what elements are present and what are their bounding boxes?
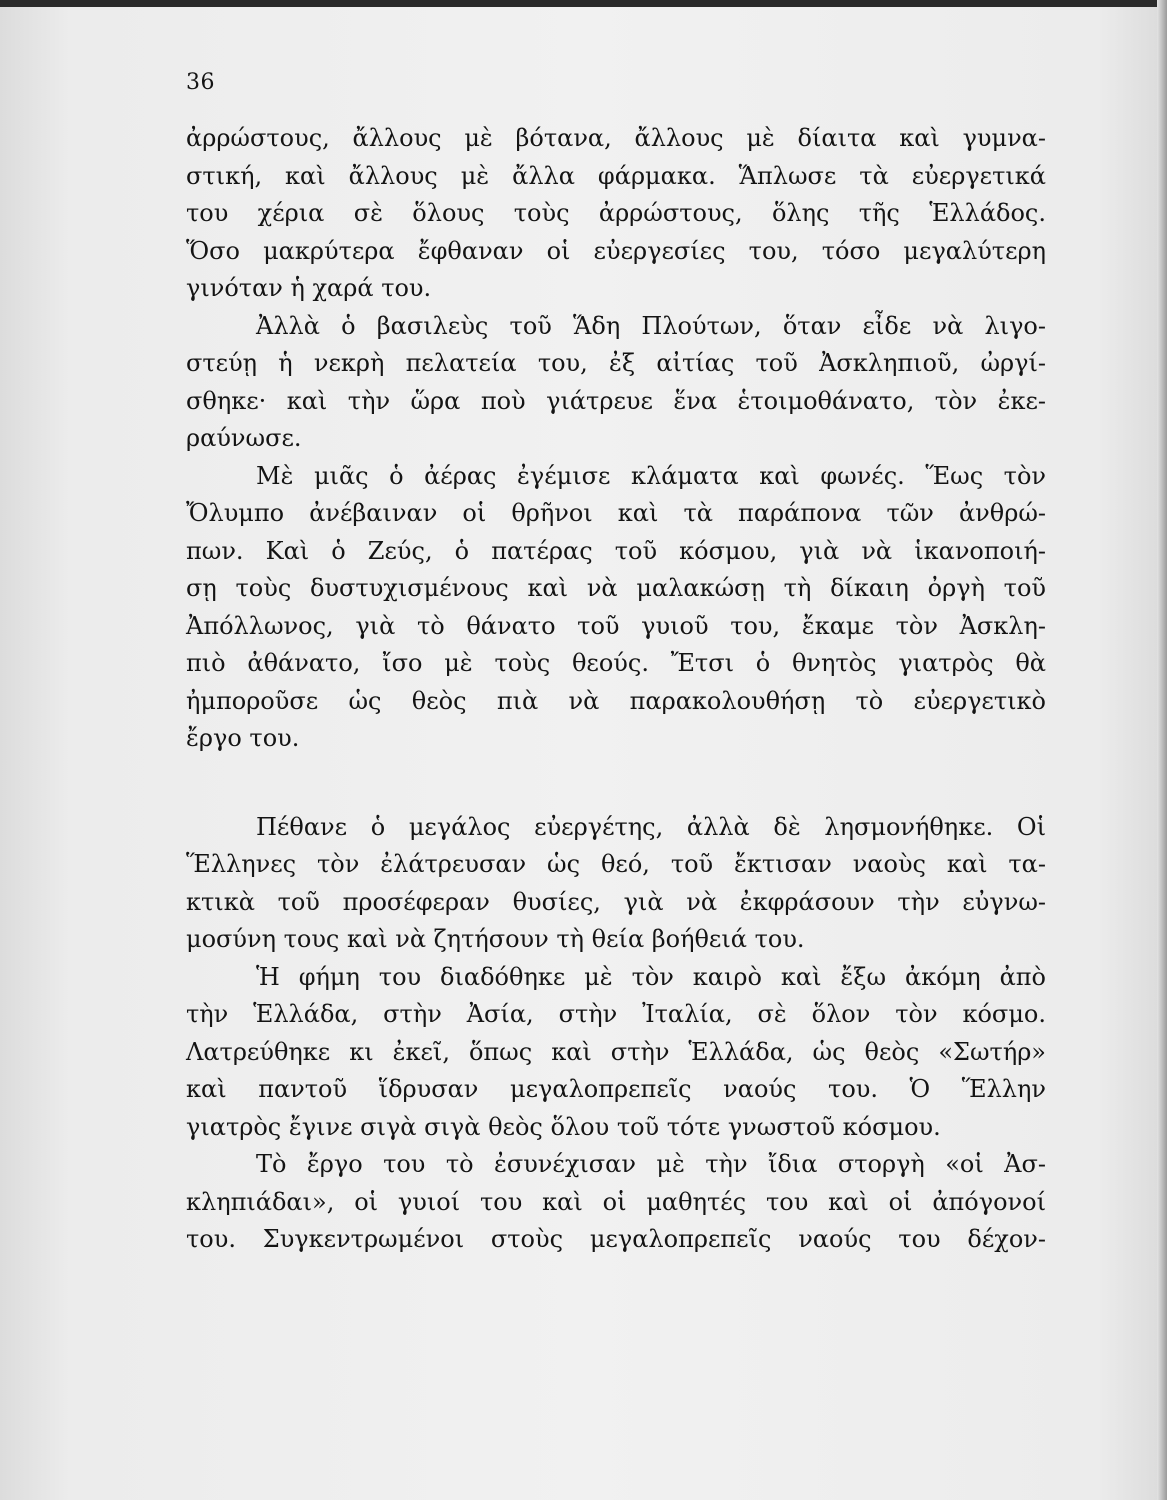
text-line: σῃ τοὺς δυστυχισμένους καὶ νὰ μαλακώσῃ τὴ δίκαιη ὀργὴ τοῦ — [186, 574, 1046, 602]
text-line: πων. Καὶ ὁ Ζεύς, ὁ πατέρας τοῦ κόσμου, γιὰ νὰ ἱκανοποιή- — [186, 536, 1046, 565]
text-line: μοσύνη τους καὶ νὰ ζητήσουν τὴ θεία βοήθειά του. — [186, 925, 805, 953]
text-line: στεύῃ ἡ νεκρὴ πελατεία του, ἐξ αἰτίας τοῦ Ἀσκληπιοῦ, ὠργί- — [186, 349, 1046, 377]
text-line: στική, καὶ ἄλλους μὲ ἄλλα φάρμακα. Ἅπλωσε τὰ εὐεργετικά — [186, 161, 1046, 190]
section-gap — [186, 758, 1046, 809]
text-line: Ἀπόλλωνος, γιὰ τὸ θάνατο τοῦ γυιοῦ του, ἔκαμε τὸν Ἀσκλη- — [186, 611, 1046, 640]
text-line: Πέθανε ὁ μεγάλος εὐεργέτης, ἀλλὰ δὲ λησμονήθηκε. Οἱ — [256, 812, 1046, 841]
text-line: Ὄλυμπο ἀνέβαιναν οἱ θρῆνοι καὶ τὰ παράπονα τῶν ἀνθρώ- — [186, 499, 1046, 527]
text-line: Ἡ φήμη του διαδόθηκε μὲ τὸν καιρὸ καὶ ἔξω ἀκόμη ἀπὸ — [256, 962, 1046, 991]
text-line: Ὅσο μακρύτερα ἔφθαναν οἱ εὐεργεσίες του, τόσο μεγαλύτερη — [186, 236, 1046, 265]
text-line: Τὸ ἔργο του τὸ ἐσυνέχισαν μὲ τὴν ἴδια στοργὴ «οἱ Ἀσ- — [256, 1150, 1046, 1178]
text-line: κτικὰ τοῦ προσέφεραν θυσίες, γιὰ νὰ ἐκφράσουν τὴν εὐγνω- — [186, 887, 1046, 916]
text-line: κληπιάδαι», οἱ γυιοί του καὶ οἱ μαθητές του καὶ οἱ ἀπόγονοί — [186, 1187, 1046, 1216]
text-line: Μὲ μιᾶς ὁ ἀέρας ἐγέμισε κλάματα καὶ φωνές. Ἕως τὸν — [256, 461, 1046, 490]
text-line: Λατρεύθηκε κι ἐκεῖ, ὅπως καὶ στὴν Ἑλλάδα, ὡς θεὸς «Σωτήρ» — [186, 1037, 1046, 1066]
page-number: 36 — [186, 70, 215, 95]
body-text — [186, 120, 1046, 1259]
text-line: ἠμποροῦσε ὡς θεὸς πιὰ νὰ παρακολουθήσῃ τὸ εὐεργετικὸ — [186, 686, 1046, 715]
text-line: πιὸ ἀθάνατο, ἴσο μὲ τοὺς θεούς. Ἔτσι ὁ θνητὸς γιατρὸς θὰ — [186, 649, 1046, 677]
text-line: ραύνωσε. — [186, 424, 302, 452]
text-line: καὶ παντοῦ ἵδρυσαν μεγαλοπρεπεῖς ναούς του. Ὁ Ἕλλην — [186, 1075, 1046, 1103]
text-line: Ἀλλὰ ὁ βασιλεὺς τοῦ Ἅδη Πλούτων, ὅταν εἶδε νὰ λιγο- — [256, 311, 1046, 340]
text-line: του χέρια σὲ ὅλους τοὺς ἀρρώστους, ὅλης τῆς Ἑλλάδος. — [186, 199, 1046, 227]
text-line: γιατρὸς ἔγινε σιγὰ σιγὰ θεὸς ὅλου τοῦ τότε γνωστοῦ κόσμου. — [186, 1112, 941, 1141]
text-line: του. Συγκεντρωμένοι στοὺς μεγαλοπρεπεῖς ναούς του δέχον- — [186, 1225, 1046, 1253]
text-line: γινόταν ἡ χαρά του. — [186, 274, 432, 302]
text-line: ἔργο του. — [186, 724, 300, 752]
page-right-edge — [1157, 0, 1167, 1500]
page-top-edge — [0, 0, 1167, 7]
text-line: τὴν Ἑλλάδα, στὴν Ἀσία, στὴν Ἰταλία, σὲ ὅλον τὸν κόσμο. — [186, 1000, 1046, 1028]
text-line: ἀρρώστους, ἄλλους μὲ βότανα, ἄλλους μὲ δίαιτα καὶ γυμνα- — [186, 124, 1046, 152]
text-line: Ἕλληνες τὸν ἐλάτρευσαν ὡς θεό, τοῦ ἔκτισαν ναοὺς καὶ τα- — [186, 850, 1046, 878]
text-line: σθηκε· καὶ τὴν ὥρα ποὺ γιάτρευε ἕνα ἑτοιμοθάνατο, τὸν ἐκε- — [186, 386, 1046, 415]
